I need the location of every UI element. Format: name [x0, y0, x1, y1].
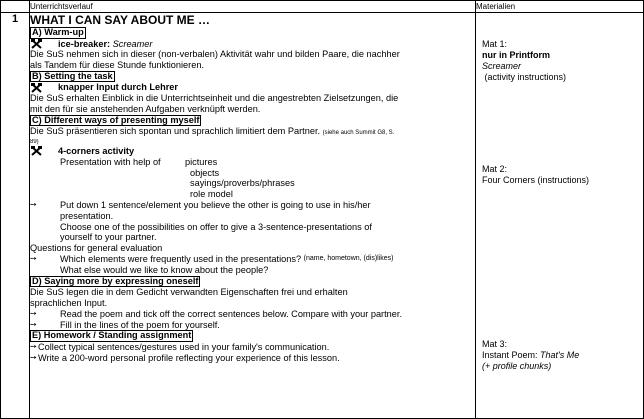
- present-eval-heading: Questions for general evaluation: [30, 243, 163, 254]
- header-process: Unterrichtsverlauf: [30, 1, 476, 13]
- saying-more-item-2: [30, 320, 475, 331]
- homework-item-2: [30, 353, 475, 364]
- warmup-tool-line: [30, 39, 475, 50]
- header-materials: Materialien: [476, 1, 644, 13]
- task-desc-2: mit den für sie anstehenden Aufgaben verknüpft werden.: [30, 103, 261, 114]
- present-question-2: What else would we like to know about the people?: [60, 264, 269, 275]
- lesson-row: [1, 13, 644, 419]
- section-homework-heading: E) Homework / Standing assignment: [32, 330, 192, 341]
- material-3-label: Mat 3:: [482, 339, 508, 349]
- material-2-text: Four Corners (instructions): [482, 175, 590, 185]
- section-task-heading: B) Setting the task: [32, 70, 113, 81]
- homework-item-1-text: Collect typical sentences/gestures used in your family's communication.: [38, 341, 330, 352]
- present-arrow-item-1: [30, 200, 475, 211]
- arrow-bullet-icon: ➙: [30, 341, 37, 351]
- present-arrow-1-line-1: Put down 1 sentence/element you believe the other is going to use in his/her: [60, 200, 371, 211]
- present-desc-main: Die SuS präsentieren sich spontan und sprachlich limitiert dem Partner.: [30, 126, 321, 137]
- task-desc-1: Die SuS erhalten Einblick in die Unterrichtseinheit und die angestrebten Zielsetzungen, die: [30, 93, 399, 104]
- material-2-label: Mat 2:: [482, 164, 508, 174]
- material-1-format: nur in Printform: [482, 50, 550, 60]
- tools-icon: [31, 39, 45, 49]
- present-help-label: Presentation with help of: [60, 156, 161, 167]
- present-desc: [30, 126, 475, 139]
- section-saying-more-heading: D) Saying more by expressing oneself: [32, 275, 199, 286]
- material-2: [482, 164, 641, 186]
- present-question-1: [30, 254, 475, 265]
- arrow-bullet-icon: ➙: [30, 308, 37, 318]
- homework-item-1: [30, 342, 475, 353]
- present-question-1-note: (name, hometown, (dis)likes): [303, 255, 394, 263]
- material-3: [482, 339, 641, 372]
- tools-icon: [31, 146, 45, 156]
- material-3-prefix: Instant Poem:: [482, 350, 541, 360]
- arrow-bullet-icon: ➙: [30, 352, 37, 362]
- material-1: [482, 39, 641, 83]
- present-tool-label: 4-corners activity: [58, 146, 135, 157]
- material-1-note: (activity instructions): [482, 72, 567, 82]
- present-arrow-1-line-2: presentation.: [60, 210, 114, 221]
- section-present-heading: C) Different ways of presenting myself: [32, 114, 200, 125]
- warmup-desc-1: Die SuS nehmen sich in dieser (non-verbalen) Aktivität wahr und bilden Paare, die nachher: [30, 49, 400, 60]
- present-help-line: [30, 157, 475, 168]
- lesson-title: WHAT I CAN SAY ABOUT ME …: [30, 13, 211, 27]
- warmup-desc-2: als Tandem für diese Stunde funktionieren.: [30, 60, 204, 71]
- header-empty-cell: [1, 1, 30, 13]
- task-tool-line: [30, 82, 475, 93]
- present-option-1: pictures: [185, 156, 218, 167]
- present-desc-note-a: (siehe auch Summit G8, S.: [322, 130, 395, 137]
- saying-more-item-1: [30, 309, 475, 320]
- present-desc-note-b: 89): [30, 139, 39, 146]
- header-row: [1, 1, 644, 13]
- present-choose-line-2: yourself to your partner.: [60, 232, 157, 243]
- section-warmup-heading: A) Warm-up: [32, 27, 84, 37]
- saying-more-desc-1: Die SuS legen die in dem Gedicht verwandten Eigenschaften frei und erhalten: [30, 287, 348, 298]
- tools-icon: [31, 83, 45, 93]
- saying-more-desc-2: sprachlichen Input.: [30, 297, 108, 308]
- arrow-bullet-icon: ➙: [30, 319, 37, 329]
- saying-more-item-1-text: Read the poem and tick off the correct sentences below. Compare with your partner.: [60, 308, 402, 319]
- material-1-title: Screamer: [482, 61, 522, 71]
- task-tool-label: knapper Input durch Lehrer: [58, 82, 178, 93]
- row-number: 1: [1, 13, 30, 419]
- warmup-tool-label: ice-breaker:: [58, 38, 111, 49]
- arrow-bullet-icon: ➙: [30, 254, 37, 264]
- present-option-3: sayings/proverbs/phrases: [190, 178, 295, 189]
- material-3-title: That's Me: [540, 350, 580, 360]
- present-option-4: role model: [190, 189, 233, 200]
- homework-item-2-text: Write a 200-word personal profile reflecting your experience of this lesson.: [38, 352, 340, 363]
- arrow-bullet-icon: ➙: [30, 200, 37, 210]
- material-3-title-line: [482, 350, 641, 361]
- materials-cell: [476, 13, 644, 419]
- present-tool-line: [30, 146, 475, 157]
- material-1-label: Mat 1:: [482, 39, 508, 49]
- present-choose-line-1: Choose one of the possibilities on offer to give a 3-sentence-presentations of: [60, 221, 372, 232]
- warmup-tool-name: Screamer: [112, 38, 153, 49]
- saying-more-item-2-text: Fill in the lines of the poem for yourself.: [60, 319, 220, 330]
- process-cell: [30, 13, 476, 419]
- present-question-1-text: Which elements were frequently used in the presentations?: [60, 254, 302, 265]
- present-option-2: objects: [190, 167, 220, 178]
- material-3-note: (+ profile chunks): [482, 361, 552, 371]
